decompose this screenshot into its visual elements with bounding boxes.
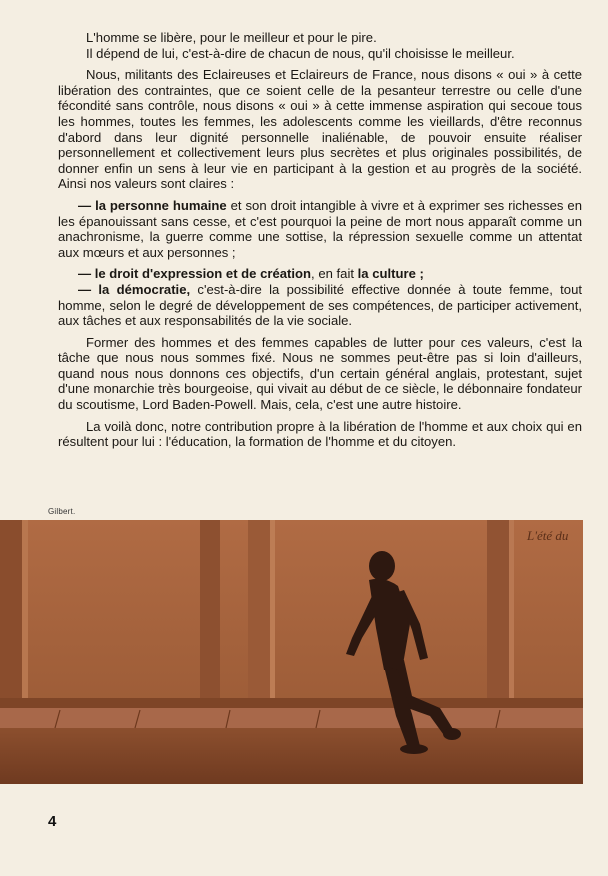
value-dash: —	[78, 197, 96, 213]
value-expression-label: — le droit d'expression et de création	[78, 266, 312, 282]
photo-running-child	[0, 520, 583, 784]
paragraph-2: Il dépend de lui, c'est-à-dire de chacun de nous, qu'il choisisse le meilleur.	[86, 45, 515, 61]
wall-pillar-middle	[200, 520, 220, 702]
photo-credit: Gilbert.	[48, 507, 76, 516]
paragraph-5: La voilà donc, notre contribution propre à la libération de l'homme et aux choix qui en résultent pour lui : l'éducation, la formation de l'homme et du citoyen.	[58, 418, 582, 450]
article-body	[58, 30, 582, 456]
value-expression-mid: , en fait	[311, 266, 358, 282]
curb	[0, 708, 583, 730]
paragraph-1: L'homme se libère, pour le meilleur et pour le pire.	[86, 30, 377, 45]
value-human-person-label: la personne humaine	[95, 197, 227, 213]
wall-pillar-left	[0, 520, 22, 702]
value-item-human-person	[58, 198, 582, 260]
paragraph-4: Former des hommes et des femmes capables de lutter pour ces valeurs, c'est la tâche que nous nous sommes fixé. Nous ne sommes peut-être pas si loin d'ailleurs, quand nous nous donnons ces objectifs, d'un certain général anglais, protestant, sujet d'une monarchie très bourgeoise, qui vivait au début de ce siècle, le débonnaire fondateur du scoutisme, Lord Baden-Powell. Mais, cela, c'est une autre histoire.	[58, 334, 582, 413]
paragraph-3: Nous, militants des Eclaireuses et Eclaireurs de France, nous disons « oui » à cette libération des contraintes, que ce soient celle de la pesanteur terrestre ou celle d'une fécondité sans contrôle, nous disons « oui » à cette immense aspiration qui secoue tous les hommes, toutes les femmes, les adolescents comme les vieillards, d'être reconnus d'abord dans leur dignité personnelle inaliénable, de pouvoir ensuite réaliser personnellement et collectivement leurs plus secrètes et plus originales possibilités, de donner enfin un sens à leur vie en participant à la gestion et au progrès de la société. Ainsi nos valeurs sont claires :	[58, 67, 582, 192]
value-democracy-label: — la démocratie,	[78, 281, 191, 297]
value-democracy-text: c'est-à-dire la possibilité effective donnée à toute femme, tout homme, selon le degré de développement de ses compétences, de participer activement, aux tâches et aux responsabilités de la vie sociale.	[58, 281, 582, 329]
value-culture-label: la culture ;	[357, 266, 424, 282]
value-human-person-text: et son droit intangible à vivre et à exprimer ses richesses en les épanouissant sans cesse, et c'est pourquoi la peine de mort nous apparaît comme un anachronisme, la guerre comme une sottise, la répression sexuelle comme un attentat aux mœurs et aux personnes ;	[58, 197, 582, 260]
value-item-democracy	[58, 282, 582, 329]
wall-pillar-right	[487, 520, 509, 702]
value-item-expression	[58, 266, 582, 282]
page-number: 4	[48, 813, 57, 830]
photo-illustration	[0, 520, 583, 784]
wall-inscription: L'été du	[527, 528, 569, 543]
